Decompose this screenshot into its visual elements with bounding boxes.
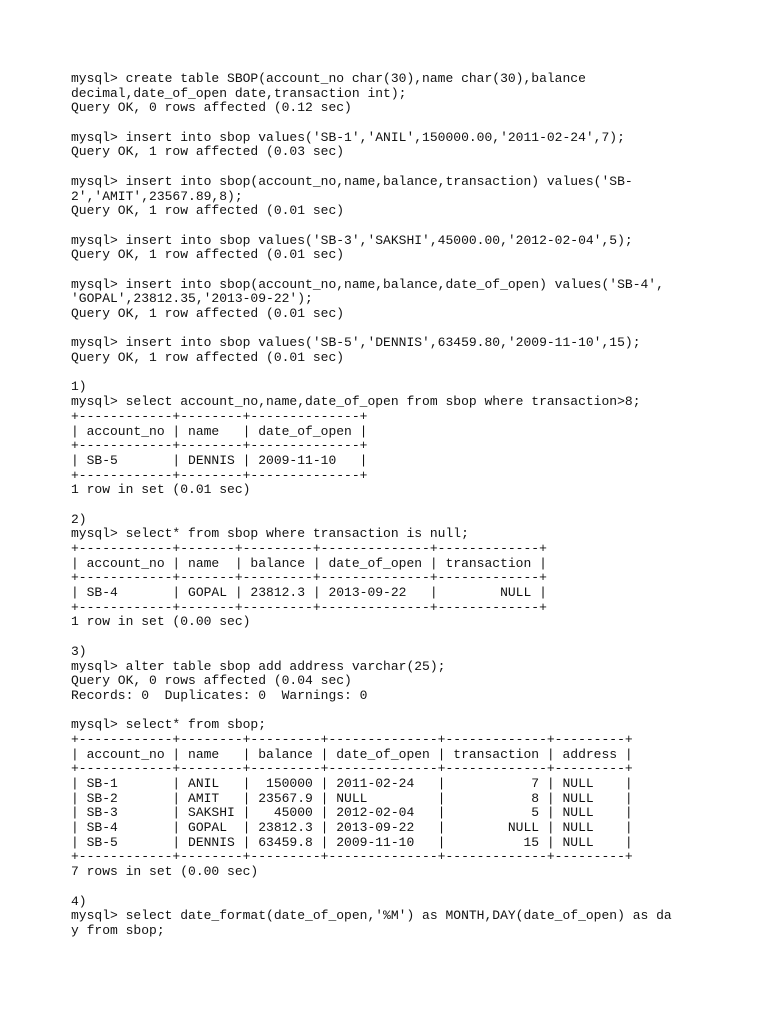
table-border: +------------+--------+---------+--------------+-------------+---------+: [71, 849, 633, 865]
text-line: mysql> select date_format(date_of_open,'%M') as MONTH,DAY(date_of_open) as da: [71, 908, 672, 924]
text-line: Query OK, 1 row affected (0.01 sec): [71, 203, 345, 219]
blank-line: [71, 160, 751, 175]
text-line: Query OK, 1 row affected (0.03 sec): [71, 144, 345, 160]
section-number: 2): [71, 511, 87, 527]
blank-line: [71, 704, 751, 719]
document-page: [71, 72, 751, 939]
table-row: | SB-2 | AMIT | 23567.9 | NULL | 8 | NULL |: [71, 790, 633, 806]
table-row: | SB-1 | ANIL | 150000 | 2011-02-24 | 7 | NULL |: [71, 776, 633, 791]
text-line: mysql> insert into sbop(account_no,name,balance,transaction) values('SB-: [71, 173, 633, 189]
table-row: | SB-5 | DENNIS | 63459.8 | 2009-11-10 | 15 | NULL |: [71, 834, 633, 850]
blank-line: [71, 630, 751, 645]
text-line: 7 rows in set (0.00 sec): [71, 864, 259, 880]
text-line: y from sbop;: [71, 922, 165, 938]
table-border: +------------+--------+--------------+: [71, 438, 368, 454]
blank-line: [71, 366, 751, 381]
text-line: 'GOPAL',23812.35,'2013-09-22');: [71, 291, 313, 307]
table-row: | SB-4 | GOPAL | 23812.3 | 2013-09-22 | NULL |: [71, 585, 547, 601]
table-row: | SB-3 | SAKSHI | 45000 | 2012-02-04 | 5 | NULL |: [71, 805, 633, 821]
section-number: 4): [71, 893, 87, 909]
text-line: Query OK, 1 row affected (0.01 sec): [71, 247, 345, 263]
table-header-row: | account_no | name | balance | date_of_open | transaction |: [71, 555, 547, 571]
blank-line: [71, 880, 751, 895]
table-border: +------------+--------+--------------+: [71, 408, 368, 424]
table-border: +------------+-------+---------+--------------+-------------+: [71, 570, 547, 586]
text-line: mysql> select* from sbop;: [71, 717, 267, 733]
table-border: +------------+--------+--------------+: [71, 467, 368, 483]
text-line: 1 row in set (0.00 sec): [71, 614, 251, 630]
table-border: +------------+-------+---------+--------------+-------------+: [71, 541, 547, 556]
table-row: | SB-5 | DENNIS | 2009-11-10 |: [71, 452, 368, 468]
table-header-row: | account_no | name | balance | date_of_open | transaction | address |: [71, 746, 633, 762]
text-line: Query OK, 0 rows affected (0.12 sec): [71, 100, 352, 116]
text-line: mysql> insert into sbop values('SB-5','DENNIS',63459.80,'2009-11-10',15);: [71, 335, 641, 351]
table-header-row: | account_no | name | date_of_open |: [71, 423, 368, 439]
text-line: mysql> insert into sbop(account_no,name,balance,date_of_open) values('SB-4',: [71, 276, 664, 292]
text-line: 1 row in set (0.01 sec): [71, 482, 251, 498]
text-line: Query OK, 1 row affected (0.01 sec): [71, 350, 345, 366]
table-border: +------------+--------+---------+--------------+-------------+---------+: [71, 731, 633, 747]
section-number: 1): [71, 379, 87, 395]
text-line: mysql> insert into sbop values('SB-3','SAKSHI',45000.00,'2012-02-04',5);: [71, 232, 633, 248]
text-line: Query OK, 1 row affected (0.01 sec): [71, 306, 345, 321]
text-line: Records: 0 Duplicates: 0 Warnings: 0: [71, 687, 368, 703]
text-line: decimal,date_of_open date,transaction int);: [71, 85, 407, 101]
text-line: mysql> alter table sbop add address varchar(25);: [71, 658, 446, 674]
text-line: Query OK, 0 rows affected (0.04 sec): [71, 673, 352, 689]
text-line: mysql> select* from sbop where transaction is null;: [71, 526, 469, 542]
table-border: +------------+--------+---------+--------------+-------------+---------+: [71, 761, 633, 777]
table-row: | SB-4 | GOPAL | 23812.3 | 2013-09-22 | NULL | NULL |: [71, 820, 633, 836]
text-line: mysql> create table SBOP(account_no char(30),name char(30),balance: [71, 71, 586, 86]
text-line: mysql> select account_no,name,date_of_open from sbop where transaction>8;: [71, 394, 641, 410]
table-border: +------------+-------+---------+--------------+-------------+: [71, 599, 547, 615]
text-line: 2','AMIT',23567.89,8);: [71, 188, 243, 204]
blank-line: [71, 116, 751, 131]
text-line: mysql> insert into sbop values('SB-1','ANIL',150000.00,'2011-02-24',7);: [71, 129, 625, 145]
blank-line: [71, 219, 751, 234]
section-number: 3): [71, 643, 87, 659]
blank-line: [71, 263, 751, 278]
blank-line: [71, 498, 751, 513]
blank-line: [71, 322, 751, 337]
